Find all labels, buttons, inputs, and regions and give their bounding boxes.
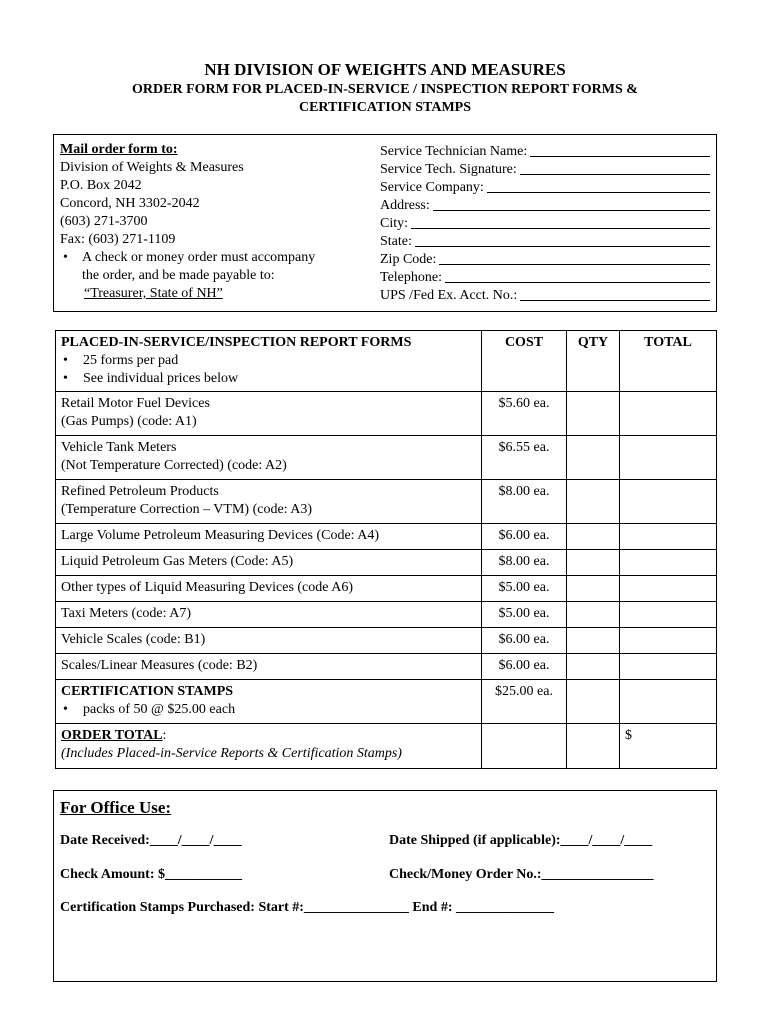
- header-qty: QTY: [567, 331, 620, 392]
- total-cell[interactable]: [620, 480, 717, 524]
- total-cell[interactable]: [620, 628, 717, 654]
- total-cell[interactable]: [620, 524, 717, 550]
- cost-cell: $25.00 ea.: [482, 680, 567, 724]
- check-number-field[interactable]: Check/Money Order No.:________________: [389, 867, 654, 882]
- qty-cell[interactable]: [567, 436, 620, 480]
- mail-line: Concord, NH 3302-2042: [60, 196, 200, 211]
- table-row: Scales/Linear Measures (code: B2) $6.00 ea.: [56, 654, 717, 680]
- table-header-row: [56, 331, 717, 392]
- cost-cell: $6.00 ea.: [482, 654, 567, 680]
- table-row: Refined Petroleum Products (Temperature Correction – VTM) (code: A3) $8.00 ea.: [56, 480, 717, 524]
- payment-note-line-1: A check or money order must accompany: [82, 250, 316, 265]
- qty-cell[interactable]: [567, 524, 620, 550]
- bullet-icon: •: [63, 353, 68, 368]
- cost-cell: $6.55 ea.: [482, 436, 567, 480]
- state-field[interactable]: State:: [380, 233, 710, 251]
- table-row: Liquid Petroleum Gas Meters (Code: A5) $8.00 ea.: [56, 550, 717, 576]
- payee-name: “Treasurer, State of NH”: [84, 286, 223, 301]
- city-field[interactable]: City:: [380, 215, 710, 233]
- header-description: PLACED-IN-SERVICE/INSPECTION REPORT FORMS • 25 forms per pad • See individual prices below: [56, 331, 482, 392]
- table-row: Taxi Meters (code: A7) $5.00 ea.: [56, 602, 717, 628]
- total-cell[interactable]: [620, 550, 717, 576]
- cost-cell: $6.00 ea.: [482, 524, 567, 550]
- mail-header: Mail order form to:: [60, 142, 178, 157]
- table-row: Other types of Liquid Measuring Devices (code A6) $5.00 ea.: [56, 576, 717, 602]
- bullet-icon: •: [63, 702, 68, 717]
- order-total-note: (Includes Placed-in-Service Reports & Certification Stamps): [61, 746, 402, 761]
- cost-cell: $8.00 ea.: [482, 480, 567, 524]
- table-row: Vehicle Scales (code: B1) $6.00 ea.: [56, 628, 717, 654]
- zip-code-field[interactable]: Zip Code:: [380, 251, 710, 269]
- office-use-title: For Office Use:: [60, 798, 172, 817]
- order-total-row: ORDER TOTAL: (Includes Placed-in-Service Reports & Certification Stamps) $: [56, 724, 717, 769]
- date-shipped-field[interactable]: Date Shipped (if applicable):____/____/____: [389, 833, 653, 848]
- form-subtitle: [90, 81, 680, 117]
- cost-cell: $5.60 ea.: [482, 392, 567, 436]
- qty-cell[interactable]: [567, 480, 620, 524]
- certification-stamps-row: CERTIFICATION STAMPS • packs of 50 @ $25.00 each $25.00 ea.: [56, 680, 717, 724]
- table-row: Vehicle Tank Meters (Not Temperature Corrected) (code: A2) $6.55 ea.: [56, 436, 717, 480]
- subtitle-line-1: ORDER FORM FOR PLACED-IN-SERVICE / INSPECTION REPORT FORMS &: [132, 82, 638, 97]
- cost-cell: $5.00 ea.: [482, 602, 567, 628]
- cost-cell: $5.00 ea.: [482, 576, 567, 602]
- bullet-icon: •: [63, 371, 68, 386]
- table-row: Retail Motor Fuel Devices (Gas Pumps) (code: A1) $5.60 ea.: [56, 392, 717, 436]
- subtitle-line-2: CERTIFICATION STAMPS: [298, 100, 472, 115]
- header-total: TOTAL: [620, 331, 717, 392]
- telephone-field[interactable]: Telephone:: [380, 269, 710, 287]
- tech-signature-field[interactable]: Service Tech. Signature:: [380, 161, 710, 179]
- address-field[interactable]: Address:: [380, 197, 710, 215]
- form-title: NH DIVISION OF WEIGHTS AND MEASURES: [204, 60, 566, 79]
- payment-note: [60, 249, 360, 303]
- mail-order-box: [53, 134, 717, 312]
- total-cell[interactable]: [620, 680, 717, 724]
- service-company-field[interactable]: Service Company:: [380, 179, 710, 197]
- qty-cell[interactable]: [567, 628, 620, 654]
- mail-line: (603) 271-3700: [60, 214, 148, 229]
- technician-fields: [380, 143, 710, 305]
- mail-address-block: [60, 141, 360, 303]
- office-use-box: [53, 790, 717, 982]
- order-total-label: ORDER TOTAL: [61, 728, 163, 743]
- total-cell[interactable]: [620, 576, 717, 602]
- header-cost: COST: [482, 331, 567, 392]
- cost-cell: $8.00 ea.: [482, 550, 567, 576]
- mail-line: P.O. Box 2042: [60, 178, 142, 193]
- check-amount-field[interactable]: Check Amount: $___________: [60, 867, 243, 882]
- order-total-amount[interactable]: $: [620, 724, 717, 769]
- shipping-account-field[interactable]: UPS /Fed Ex. Acct. No.:: [380, 287, 710, 305]
- qty-cell[interactable]: [567, 550, 620, 576]
- payment-note-line-2: the order, and be made payable to:: [82, 268, 275, 283]
- mail-line: Fax: (603) 271-1109: [60, 232, 176, 247]
- qty-cell[interactable]: [567, 576, 620, 602]
- qty-cell[interactable]: [567, 680, 620, 724]
- cost-cell: $6.00 ea.: [482, 628, 567, 654]
- total-cell[interactable]: [620, 602, 717, 628]
- stamps-purchased-field[interactable]: Certification Stamps Purchased: Start #:_______________ End #: ______________: [60, 900, 555, 915]
- tech-name-field[interactable]: Service Technician Name:: [380, 143, 710, 161]
- order-items-table: [55, 330, 717, 769]
- qty-cell[interactable]: [567, 392, 620, 436]
- mail-line: Division of Weights & Measures: [60, 160, 244, 175]
- stamps-title: CERTIFICATION STAMPS: [61, 684, 234, 699]
- qty-cell[interactable]: [567, 602, 620, 628]
- total-cell[interactable]: [620, 392, 717, 436]
- date-received-field[interactable]: Date Received:____/____/____: [60, 833, 242, 848]
- total-cell[interactable]: [620, 436, 717, 480]
- bullet-icon: •: [63, 250, 68, 265]
- qty-cell[interactable]: [567, 654, 620, 680]
- table-row: Large Volume Petroleum Measuring Devices (Code: A4) $6.00 ea.: [56, 524, 717, 550]
- total-cell[interactable]: [620, 654, 717, 680]
